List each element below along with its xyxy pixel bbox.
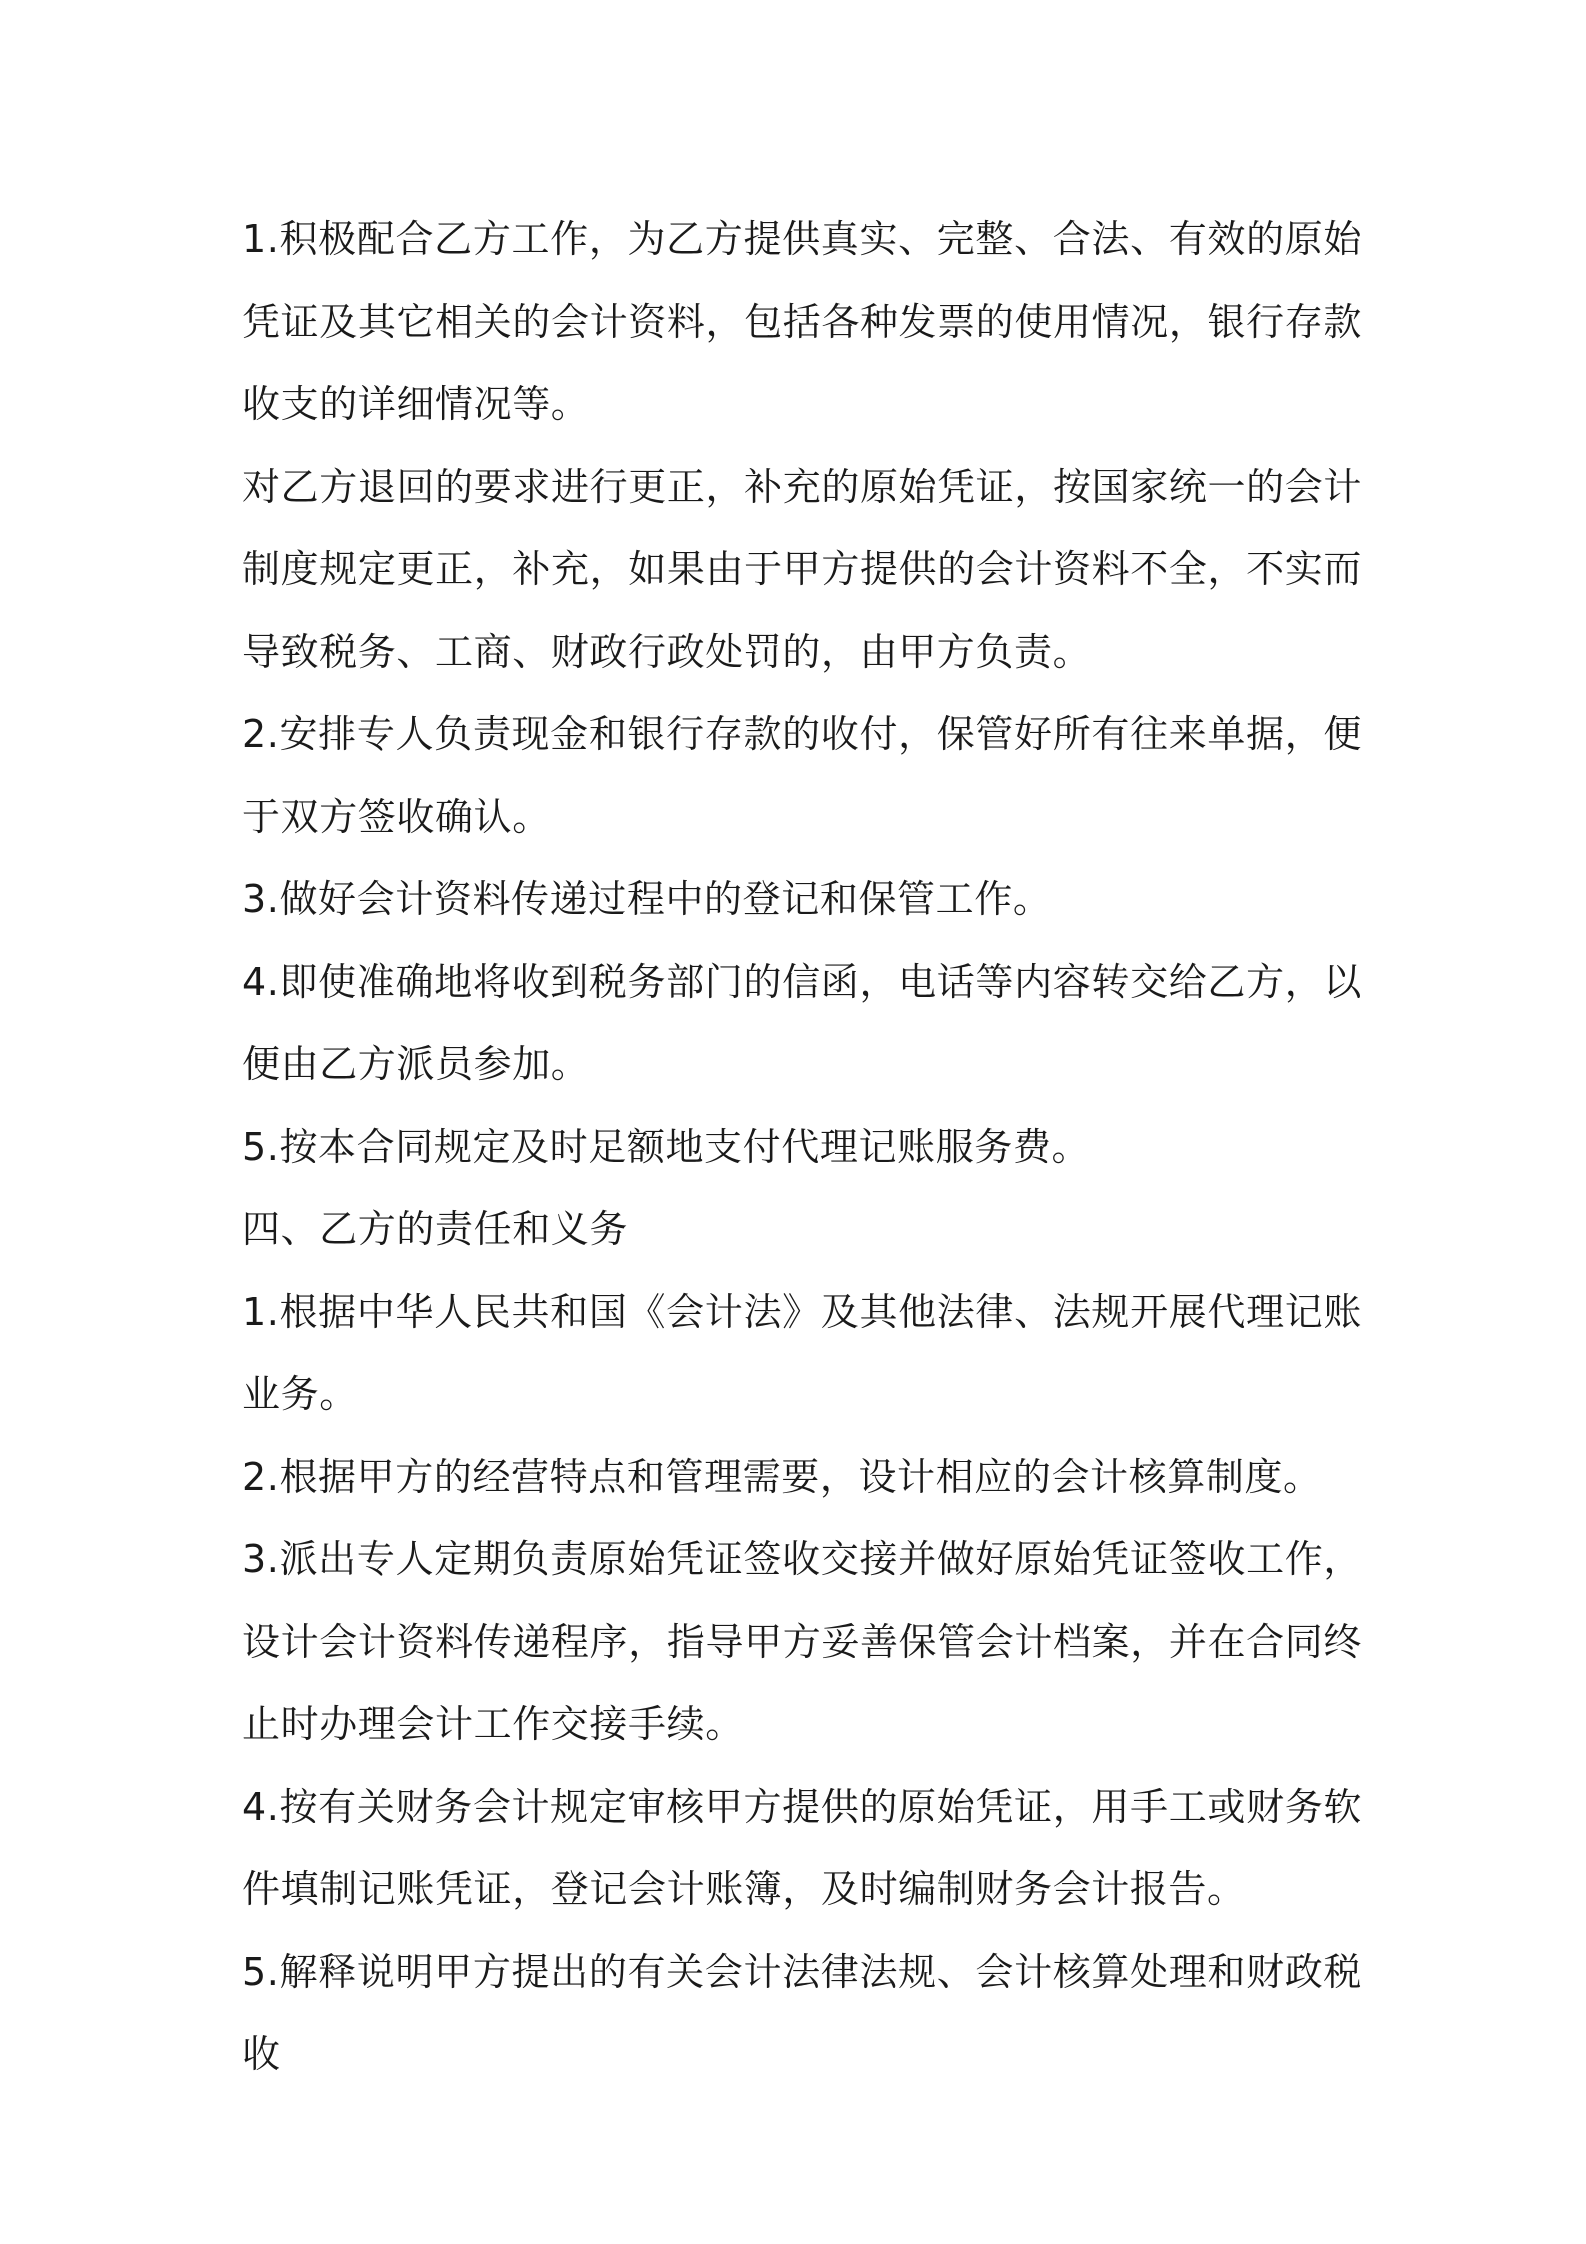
paragraph-party-a-duty-3: 3.做好会计资料传递过程中的登记和保管工作。 [242,877,1052,921]
paragraph-party-a-duty-5: 5.按本合同规定及时足额地支付代理记账服务费。 [242,1124,1091,1169]
paragraph-party-b-duty-3: 3.派出专人定期负责原始凭证签收交接并做好原始凭证签收工作，设计会计资料传递程序，指导甲方妥善保管会计档案，并在合同终止时办理会计工作交接手续。 [242,1537,1362,1746]
paragraph-party-b-duty-2: 2.根据甲方的经营特点和管理需要，设计相应的会计核算制度。 [242,1454,1322,1499]
paragraph-party-b-duty-1: 1.根据中华人民共和国《会计法》及其他法律、法规开展代理记账业务。 [242,1289,1362,1416]
section-heading-party-b: 四、乙方的责任和义务 [242,1207,629,1251]
paragraph-party-b-duty-5: 5.解释说明甲方提出的有关会计法律法规、会计核算处理和财政税收 [242,1949,1362,2076]
paragraph-party-b-duty-4: 4.按有关财务会计规定审核甲方提供的原始凭证，用手工或财务软件填制记账凭证，登记会计账簿，及时编制财务会计报告。 [242,1784,1362,1911]
paragraph-party-a-duty-2: 2.安排专人负责现金和银行存款的收付，保管好所有往来单据，便于双方签收确认。 [242,712,1362,839]
document-body [242,198,1362,2096]
paragraph-correction: 对乙方退回的要求进行更正，补充的原始凭证，按国家统一的会计制度规定更正，补充，如果由于甲方提供的会计资料不全，不实而导致税务、工商、财政行政处罚的，由甲方负责。 [242,464,1362,674]
paragraph-party-a-duty-1: 1.积极配合乙方工作，为乙方提供真实、完整、合法、有效的原始凭证及其它相关的会计资料，包括各种发票的使用情况，银行存款收支的详细情况等。 [242,217,1362,426]
paragraph-party-a-duty-4: 4.即使准确地将收到税务部门的信函，电话等内容转交给乙方，以便由乙方派员参加。 [242,959,1362,1086]
